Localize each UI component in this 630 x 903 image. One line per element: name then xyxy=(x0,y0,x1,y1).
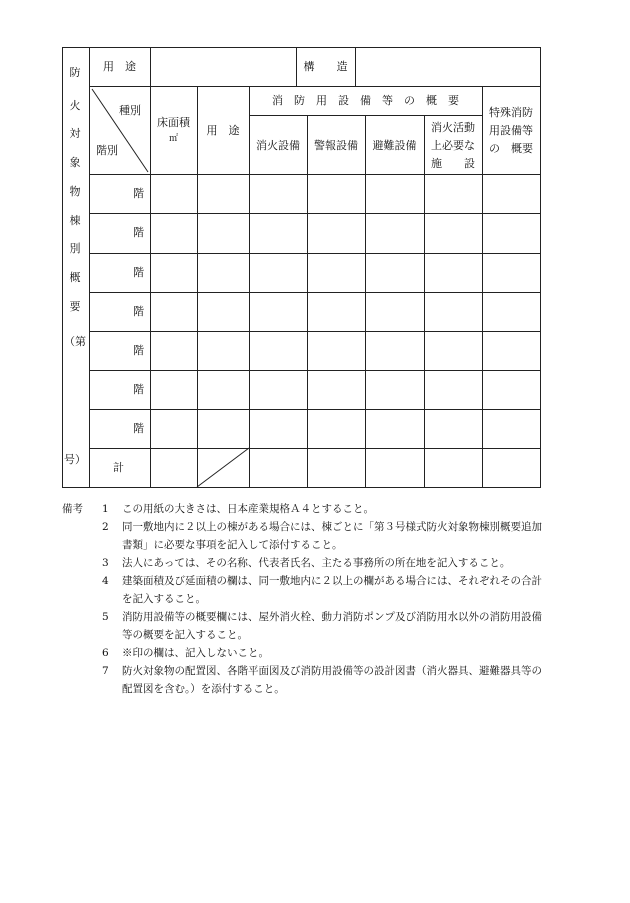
floor-row-label: 階 xyxy=(133,383,144,396)
evacuation-header: 避難設備 xyxy=(372,139,417,152)
firefighting-header-line2: 上必要な xyxy=(431,139,475,152)
floor-row-label: 階 xyxy=(133,305,144,318)
note-text: 防火対象物の配置図、各階平面図及び消防用設備等の設計図書（消火器具、避難器具等の配置図を含む。）を添付すること。 xyxy=(122,665,542,695)
floor-row-label: 階 xyxy=(133,226,144,239)
note-number: 2 xyxy=(102,521,109,533)
usage-label: 用 途 xyxy=(103,60,136,73)
side-title-char: 火 xyxy=(69,99,81,112)
side-title-char: 要 xyxy=(69,300,81,313)
floor-row-label: 階 xyxy=(133,187,144,200)
total-label: 計 xyxy=(113,461,124,474)
side-title-char: 物 xyxy=(69,185,81,198)
note-text: 建築面積及び延面積の欄は、同一敷地内に２以上の欄がある場合には、それぞれその合計を記入すること。 xyxy=(122,575,542,605)
note-number: 5 xyxy=(102,611,109,623)
floor-row-label: 階 xyxy=(133,344,144,357)
alarm-header: 警報設備 xyxy=(314,139,358,152)
fire-extinguishing-header: 消火設備 xyxy=(256,139,300,152)
note-text: 同一敷地内に２以上の棟がある場合には、棟ごとに「第３号様式防火対象物棟別概要追加書類」に必要な事項を記入して添付すること。 xyxy=(122,521,542,551)
side-title-char: 別 xyxy=(69,242,81,255)
floor-row-label: 階 xyxy=(133,266,144,279)
note-text: この用紙の大きさは、日本産業規格Ａ４とすること。 xyxy=(122,503,374,515)
note-number: 7 xyxy=(102,665,109,677)
equipment-group-header: 消 防 用 設 備 等 の 概 要 xyxy=(272,94,459,107)
firefighting-header-line3: 施 設 xyxy=(431,157,475,170)
special-header-line2: 用設備等 xyxy=(489,124,533,137)
note-number: 1 xyxy=(102,503,109,515)
side-title-char: 概 xyxy=(69,271,81,284)
side-title-char: 棟 xyxy=(69,214,81,227)
side-title-char: 象 xyxy=(69,156,81,169)
note-text: ※印の欄は、記入しないこと。 xyxy=(122,647,269,659)
special-header-line1: 特殊消防 xyxy=(489,106,533,119)
structure-label: 構 造 xyxy=(303,60,348,73)
firefighting-header-line1: 消火活動 xyxy=(431,121,475,134)
note-text: 消防用設備等の概要欄には、屋外消火栓、動力消防ポンプ及び消防用水以外の消防用設備等の概要を記入すること。 xyxy=(122,611,542,641)
side-title-char: 防 xyxy=(69,66,81,79)
category-label: 種別 xyxy=(119,104,141,117)
side-title-char: 対 xyxy=(69,127,81,140)
floor-area-label: 床面積 xyxy=(157,116,190,129)
floor-label: 階別 xyxy=(96,144,118,157)
side-title-char: 号） xyxy=(64,453,86,466)
note-text: 法人にあっては、その名称、代表者氏名、主たる事務所の所在地を記入すること。 xyxy=(122,557,511,569)
floor-row-label: 階 xyxy=(133,422,144,435)
notes-heading: 備考 xyxy=(62,503,83,515)
usage-header: 用 途 xyxy=(206,124,240,137)
floor-area-unit: ㎡ xyxy=(168,134,178,144)
note-number: 3 xyxy=(102,557,109,569)
note-number: 4 xyxy=(102,575,109,587)
special-header-line3: の 概要 xyxy=(489,142,533,155)
note-number: 6 xyxy=(102,647,109,659)
side-title-char: （第 xyxy=(64,335,86,348)
